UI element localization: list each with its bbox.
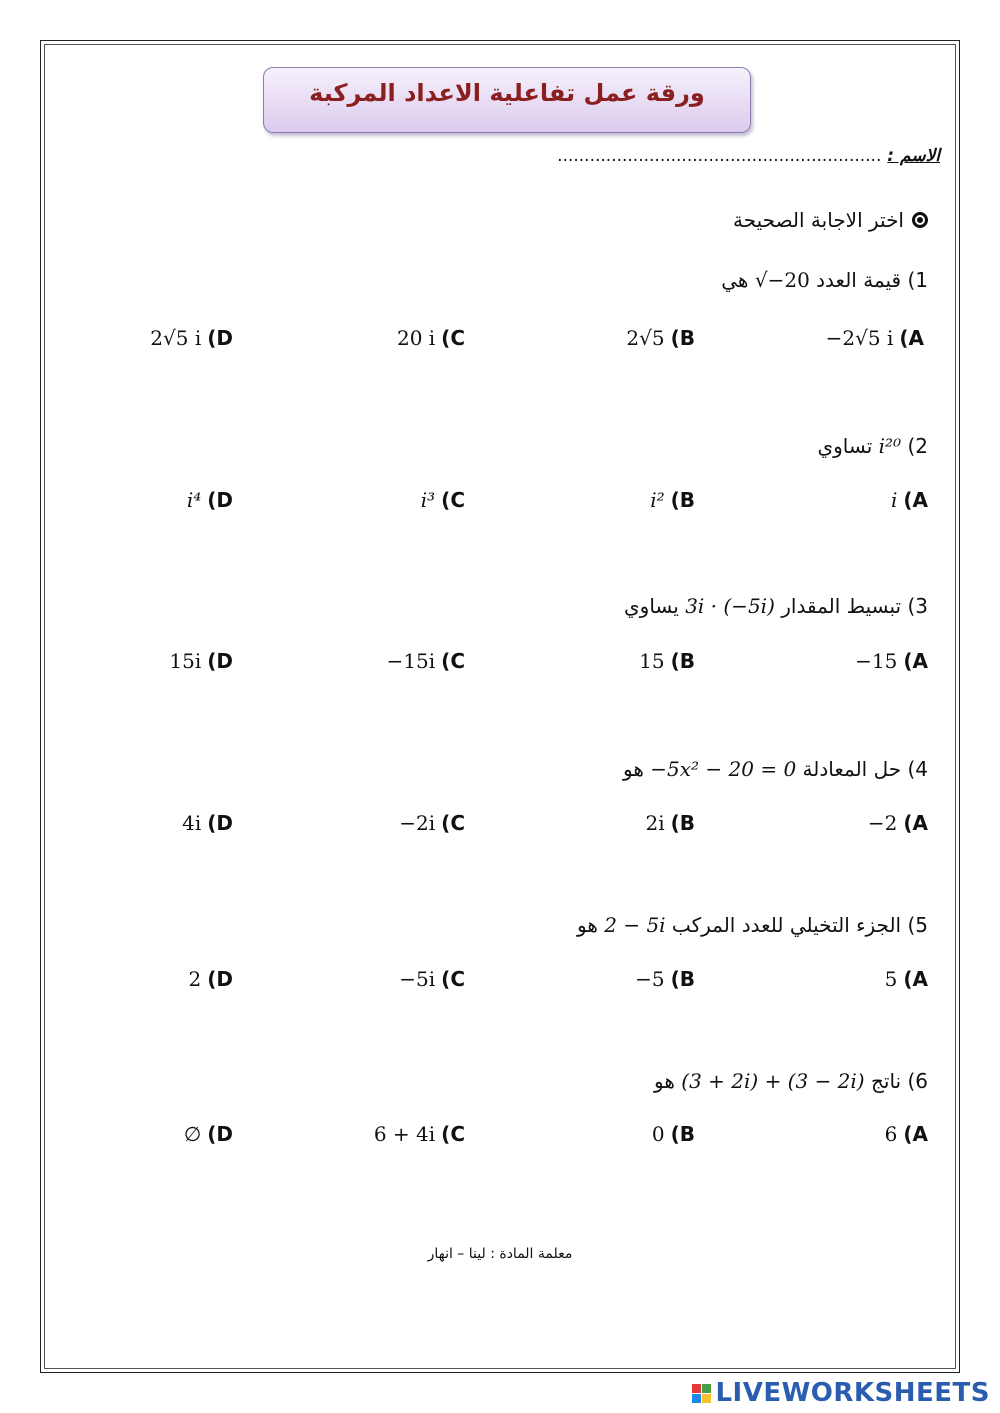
option-a[interactable] — [868, 811, 928, 835]
question-text: 3) تبسيط المقدار — [774, 594, 928, 618]
question-text: 5) الجزء التخيلي للعدد المركب — [665, 913, 928, 937]
option-value: i⁴ — [186, 488, 202, 512]
question-3 — [624, 594, 928, 618]
question-math: √−20 — [754, 268, 810, 292]
option-label: (C — [441, 967, 465, 991]
option-value: 2√5 i — [150, 326, 202, 350]
option-value: −2 — [867, 811, 898, 835]
question-text: 2) — [901, 434, 928, 458]
option-label: (A — [903, 967, 928, 991]
option-d[interactable] — [150, 326, 233, 350]
option-label: (A — [899, 326, 924, 350]
option-value: i — [890, 488, 898, 512]
option-b[interactable] — [639, 649, 695, 673]
liveworksheets-brand[interactable] — [692, 1378, 990, 1408]
question-text: هي — [721, 268, 755, 292]
option-value: −5 — [635, 967, 665, 991]
option-label: (C — [441, 488, 465, 512]
question-math: 3i · (−5i) — [685, 594, 775, 618]
bullet-icon — [912, 212, 928, 228]
option-a[interactable] — [891, 488, 928, 512]
question-text: تساوي — [817, 434, 879, 458]
question-text: 4) حل المعادلة — [796, 757, 928, 781]
question-math: −5x² − 20 = 0 — [650, 757, 797, 781]
question-1 — [721, 268, 928, 292]
option-label: (D — [207, 649, 233, 673]
option-value: 15 — [639, 649, 665, 673]
teacher-credit: معلمة المادة : لينا – انهار — [427, 1246, 573, 1262]
option-b[interactable] — [645, 811, 695, 835]
option-d[interactable] — [187, 488, 233, 512]
option-a[interactable] — [885, 967, 928, 991]
logo-square — [692, 1384, 701, 1393]
option-value: i³ — [420, 488, 436, 512]
name-blank[interactable]: ............................................................ — [557, 146, 882, 166]
option-label: (A — [903, 1122, 928, 1146]
question-text: يساوي — [624, 594, 686, 618]
question-text: هو — [623, 757, 651, 781]
brand-text: LIVEWORKSHEETS — [715, 1378, 990, 1408]
option-value: −2i — [399, 811, 436, 835]
option-label: (B — [670, 1122, 695, 1146]
option-label: (C — [441, 326, 465, 350]
option-value: 6 — [884, 1122, 898, 1146]
option-label: (B — [670, 649, 695, 673]
option-value: 0 — [651, 1122, 665, 1146]
option-value: ∅ — [183, 1122, 202, 1146]
option-value: −15 — [855, 649, 898, 673]
title-banner — [263, 67, 751, 133]
option-d[interactable] — [182, 811, 233, 835]
option-b[interactable] — [626, 326, 695, 350]
option-value: 2i — [645, 811, 665, 835]
option-value: 20 i — [396, 326, 436, 350]
option-a[interactable] — [855, 649, 928, 673]
name-label: الاسم : — [887, 146, 940, 166]
option-label: (D — [207, 967, 233, 991]
option-label: (B — [670, 326, 695, 350]
option-label: (A — [903, 488, 928, 512]
page-border — [40, 40, 960, 1373]
option-value: −5i — [399, 967, 436, 991]
name-field — [557, 146, 940, 166]
option-value: 5 — [884, 967, 898, 991]
logo-square — [692, 1394, 701, 1403]
option-value: i² — [650, 488, 665, 512]
liveworksheets-logo-icon — [692, 1384, 711, 1403]
option-d[interactable] — [169, 649, 233, 673]
worksheet-title: ورقة عمل تفاعلية الاعداد المركبة — [309, 79, 705, 107]
question-text: هو — [654, 1069, 682, 1093]
instruction-text: اختر الاجابة الصحيحة — [733, 208, 904, 232]
option-label: (D — [207, 1122, 233, 1146]
question-text: هو — [577, 913, 605, 937]
option-label: (C — [441, 811, 465, 835]
option-c[interactable] — [421, 488, 465, 512]
option-d[interactable] — [184, 1122, 233, 1146]
option-label: (B — [670, 967, 695, 991]
option-value: 4i — [182, 811, 202, 835]
option-label: (B — [670, 488, 695, 512]
question-text: 1) قيمة العدد — [809, 268, 928, 292]
option-label: (A — [903, 811, 928, 835]
question-5 — [577, 913, 928, 937]
option-label: (C — [441, 1122, 465, 1146]
option-c[interactable] — [399, 811, 465, 835]
option-label: (D — [207, 326, 233, 350]
instruction — [733, 208, 928, 232]
question-2 — [817, 434, 928, 458]
option-c[interactable] — [399, 967, 465, 991]
logo-square — [702, 1394, 711, 1403]
option-label: (B — [670, 811, 695, 835]
option-value: 2√5 — [626, 326, 665, 350]
option-value: 6 + 4i — [373, 1122, 436, 1146]
option-b[interactable] — [650, 488, 695, 512]
option-value: 2 — [188, 967, 202, 991]
option-value: 15i — [169, 649, 202, 673]
question-text: 6) ناتج — [864, 1069, 928, 1093]
option-a[interactable] — [826, 326, 924, 350]
question-4 — [623, 757, 928, 781]
option-c[interactable] — [387, 649, 465, 673]
option-a[interactable] — [885, 1122, 928, 1146]
option-label: (A — [903, 649, 928, 673]
option-c[interactable] — [374, 1122, 465, 1146]
option-value: −2√5 i — [825, 326, 894, 350]
option-label: (C — [441, 649, 465, 673]
question-math: 2 − 5i — [604, 913, 666, 937]
option-c[interactable] — [397, 326, 465, 350]
option-value: −15i — [386, 649, 436, 673]
option-d[interactable] — [189, 967, 233, 991]
option-b[interactable] — [635, 967, 695, 991]
question-6 — [654, 1069, 928, 1093]
option-b[interactable] — [652, 1122, 695, 1146]
option-label: (D — [207, 811, 233, 835]
question-math: (3 + 2i) + (3 − 2i) — [681, 1069, 865, 1093]
question-math: i²⁰ — [878, 434, 902, 458]
option-label: (D — [207, 488, 233, 512]
logo-square — [702, 1384, 711, 1393]
